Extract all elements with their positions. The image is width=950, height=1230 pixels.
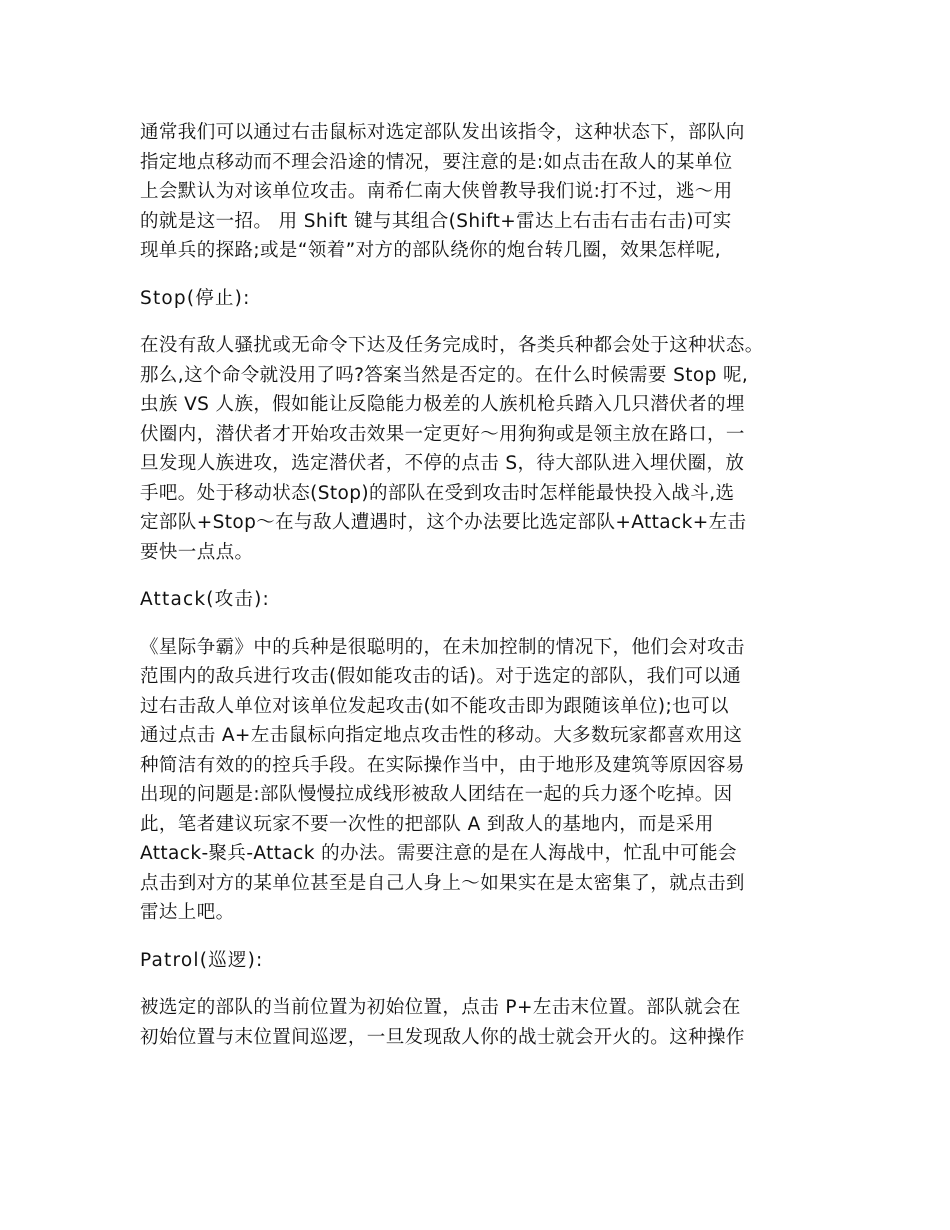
- text-line: 伏圈内，潜伏者才开始攻击效果一定更好～用狗狗或是领主放在路口，一: [140, 423, 745, 445]
- text-line: 此，笔者建议玩家不要一次性的把部队 A 到敌人的基地内，而是采用: [140, 813, 714, 835]
- text-line: 要快一点点。: [140, 541, 254, 563]
- text-line: 手吧。处于移动状态(Stop)的部队在受到攻击时怎样能最快投入战斗,选: [140, 482, 735, 504]
- text-line: 在没有敌人骚扰或无命令下达及任务完成时，各类兵种都会处于这种状态。: [140, 335, 764, 356]
- text-line: 现单兵的探路;或是“领着”对方的部队绕你的炮台转几圈，效果怎样呢,: [140, 240, 721, 261]
- text-line: 出现的问题是:部队慢慢拉成线形被敌人团结在一起的兵力逐个吃掉。因: [140, 784, 733, 805]
- text-line: 过右击敌人单位对该单位发起攻击(如不能攻击即为跟随该单位);也可以: [140, 695, 729, 717]
- text-line: 旦发现人族进攻，选定潜伏者，不停的点击 S，待大部队进入埋伏圈，放: [140, 453, 745, 474]
- heading-text: Patrol(巡逻):: [140, 949, 264, 971]
- text-line: 指定地点移动而不理会沿途的情况，要注意的是:如点击在敌人的某单位: [140, 151, 733, 173]
- text-line: Attack-聚兵-Attack 的办法。需要注意的是在人海战中，忙乱中可能会: [140, 843, 737, 864]
- paragraph-move: [140, 118, 830, 266]
- text-line: 通过点击 A+左击鼠标向指定地点攻击性的移动。大多数玩家都喜欢用这: [140, 725, 743, 746]
- text-line: 定部队+Stop～在与敌人遭遇时，这个办法要比选定部队+Attack+左击: [140, 512, 747, 533]
- section-heading-stop: [140, 284, 830, 314]
- paragraph-attack: [140, 633, 830, 928]
- text-line: 虫族 VS 人族，假如能让反隐能力极差的人族机枪兵踏入几只潜伏者的埋: [140, 394, 745, 415]
- text-line: 通常我们可以通过右击鼠标对选定部队发出该指令，这种状态下，部队向: [140, 122, 745, 143]
- text-line: 《星际争霸》中的兵种是很聪明的，在未加控制的情况下，他们会对攻击: [140, 636, 745, 658]
- text-line: 种简洁有效的的控兵手段。在实际操作当中，由于地形及建筑等原因容易: [140, 754, 745, 776]
- heading-text: Stop(停止):: [140, 287, 251, 309]
- paragraph-stop: [140, 331, 830, 567]
- section-heading-patrol: [140, 946, 830, 976]
- document-page: [140, 118, 830, 1070]
- text-line: 那么,这个命令就没用了吗?答案当然是否定的。在什么时候需要 Stop 呢,: [140, 364, 749, 386]
- text-line: 点击到对方的某单位甚至是自己人身上～如果实在是太密集了，就点击到: [140, 872, 745, 894]
- text-line: 范围内的敌兵进行攻击(假如能攻击的话)。对于选定的部队，我们可以通: [140, 666, 742, 687]
- text-line: 的就是这一招。 用 Shift 键与其组合(Shift+雷达上右击右击右击)可实: [140, 210, 732, 232]
- text-line: 初始位置与末位置间巡逻，一旦发现敌人你的战士就会开火的。这种操作: [140, 1026, 745, 1048]
- heading-text: Attack(攻击):: [140, 589, 270, 610]
- section-heading-attack: [140, 585, 830, 615]
- text-line: 上会默认为对该单位攻击。南希仁南大侠曾教导我们说:打不过，逃～用: [140, 181, 733, 202]
- paragraph-patrol: [140, 993, 830, 1052]
- text-line: 雷达上吧。: [140, 902, 235, 923]
- text-line: 被选定的部队的当前位置为初始位置，点击 P+左击末位置。部队就会在: [140, 997, 741, 1018]
